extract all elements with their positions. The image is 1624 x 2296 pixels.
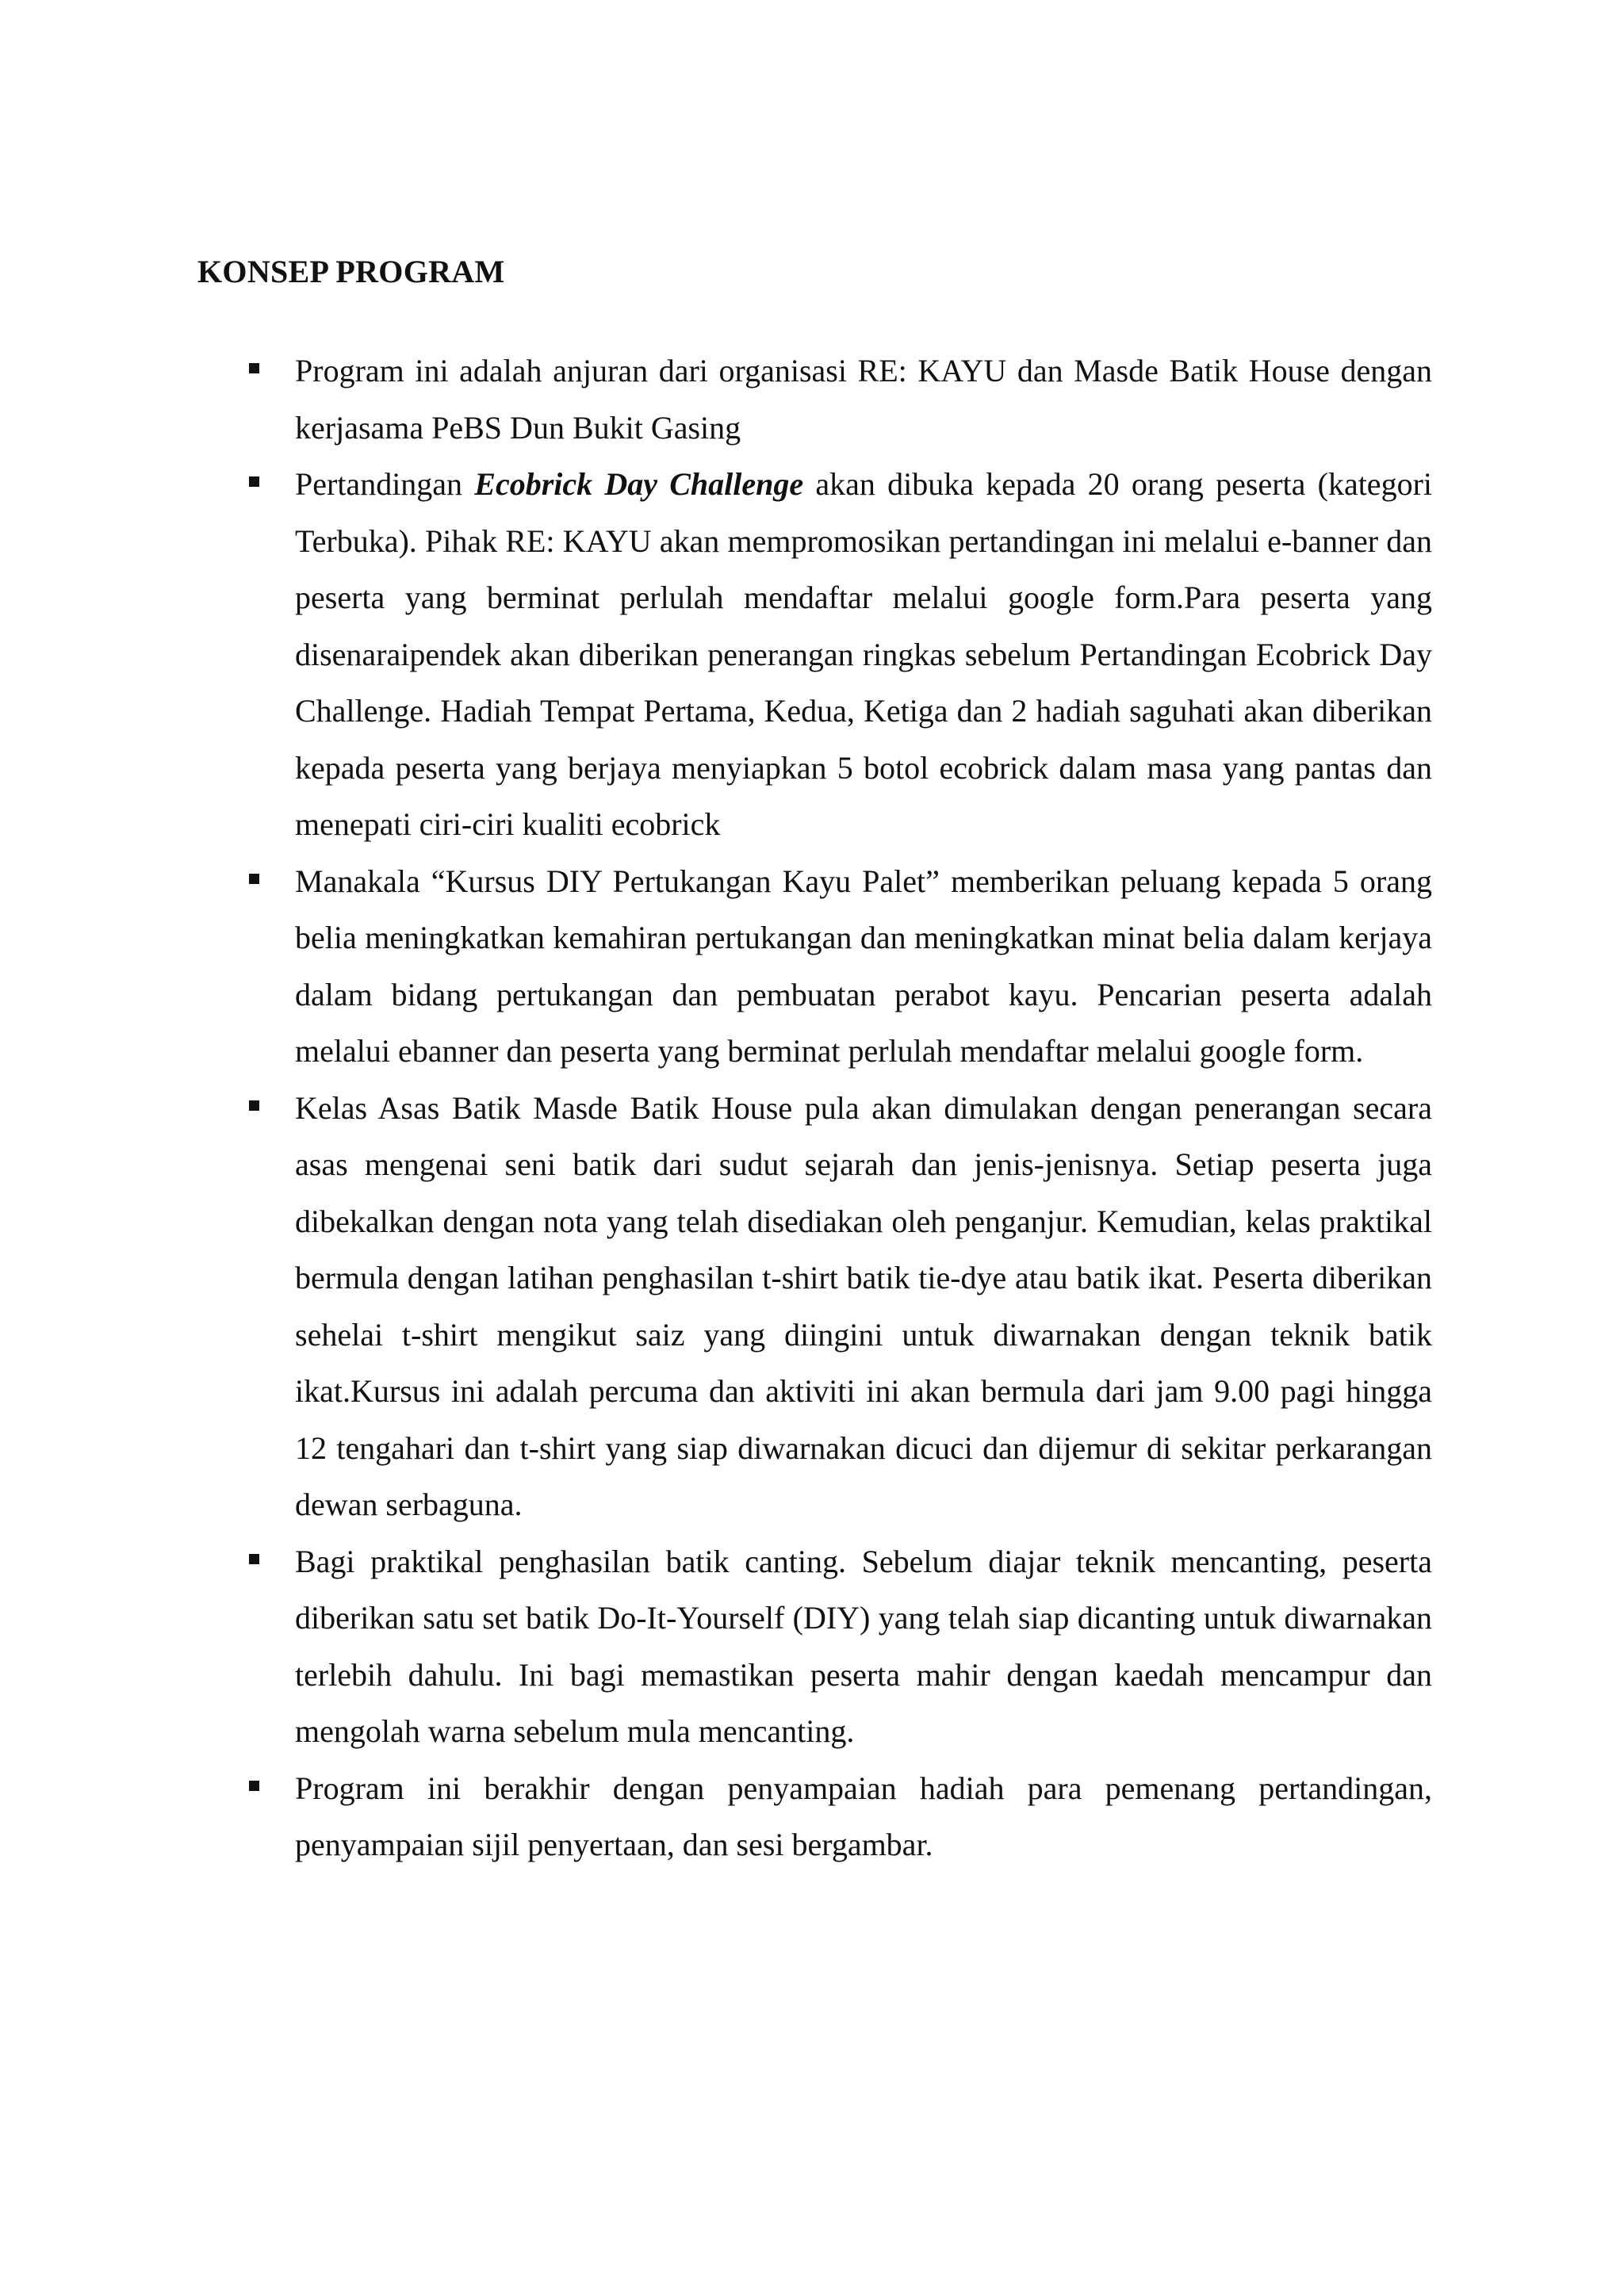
- program-concept-list: [0, 342, 1624, 1873]
- list-item: [0, 342, 1432, 456]
- list-item-text: Bagi praktikal penghasilan batik canting. Sebelum diajar teknik mencanting, peserta diberikan satu set batik Do-It-Yourself (DIY) yang telah siap dicanting untuk diwarnakan terlebih dahulu. Ini bagi memastikan peserta mahir dengan kaedah mencampur dan mengolah warna sebelum mula mencanting.: [295, 1543, 1432, 1749]
- list-item: [0, 1080, 1432, 1533]
- list-item-text-lead: Pertandingan: [295, 466, 475, 502]
- list-item-text: [295, 456, 1432, 853]
- event-name-emphasis: Ecobrick Day Challenge: [474, 466, 804, 502]
- list-item: [0, 1533, 1432, 1760]
- list-item-text: Manakala “Kursus DIY Pertukangan Kayu Palet” memberikan peluang kepada 5 orang belia meningkatkan kemahiran pertukangan dan meningkatkan minat belia dalam kerjaya dalam bidang pertukangan dan pembuatan perabot kayu. Pencarian peserta adalah melalui ebanner dan peserta yang berminat perlulah mendaftar melalui google form.: [295, 863, 1432, 1069]
- square-bullet-icon: [249, 1554, 259, 1564]
- square-bullet-icon: [249, 874, 259, 884]
- list-item-text-rest: akan dibuka kepada 20 orang peserta (kategori Terbuka). Pihak RE: KAYU akan mempromosikan pertandingan ini melalui e-banner dan peserta yang berminat perlulah mendaftar melalui google form.Para peserta yang disenaraipendek akan diberikan penerangan ringkas sebelum Pertandingan Ecobrick Day Challenge. Hadiah Tempat Pertama, Kedua, Ketiga dan 2 hadiah saguhati akan diberikan kepada peserta yang berjaya menyiapkan 5 botol ecobrick dalam masa yang pantas dan menepati ciri-ciri kualiti ecobrick: [295, 466, 1432, 842]
- list-item: [0, 456, 1432, 853]
- list-item: [0, 1760, 1432, 1873]
- list-item-text: Program ini berakhir dengan penyampaian hadiah para pemenang pertandingan, penyampaian sijil penyertaan, dan sesi bergambar.: [295, 1770, 1432, 1862]
- square-bullet-icon: [249, 363, 259, 373]
- square-bullet-icon: [249, 1100, 259, 1111]
- list-item-text: Kelas Asas Batik Masde Batik House pula akan dimulakan dengan penerangan secara asas mengenai seni batik dari sudut sejarah dan jenis-jenisnya. Setiap peserta juga dibekalkan dengan nota yang telah disediakan oleh penganjur. Kemudian, kelas praktikal bermula dengan latihan penghasilan t-shirt batik tie-dye atau batik ikat. Peserta diberikan sehelai t-shirt mengikut saiz yang diingini untuk diwarnakan dengan teknik batik ikat.Kursus ini adalah percuma dan aktiviti ini akan bermula dari jam 9.00 pagi hingga 12 tengahari dan t-shirt yang siap diwarnakan dicuci dan dijemur di sekitar perkarangan dewan serbaguna.: [295, 1089, 1432, 1522]
- page-title: KONSEP PROGRAM: [197, 254, 505, 289]
- square-bullet-icon: [249, 476, 259, 487]
- square-bullet-icon: [249, 1781, 259, 1791]
- list-item: [0, 853, 1432, 1080]
- list-item-text: Program ini adalah anjuran dari organisasi RE: KAYU dan Masde Batik House dengan kerjasama PeBS Dun Bukit Gasing: [295, 353, 1432, 446]
